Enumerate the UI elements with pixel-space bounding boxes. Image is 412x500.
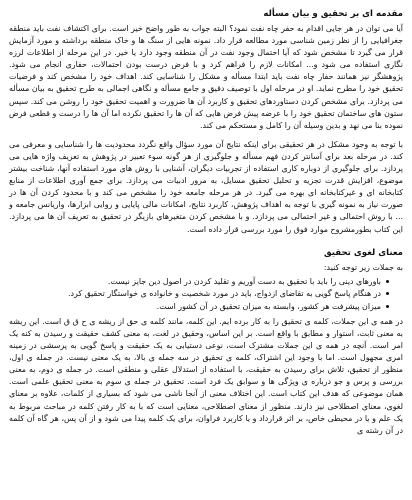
bullet-text: باورهای دینی را باید با تحقیق به دست آوریم و تقلید کردن در اصول دین جایز نیست.: [107, 276, 381, 286]
bullet-list: [9, 276, 403, 313]
bullet-intro: به جملات زیر توجه کنید:: [323, 262, 403, 272]
bullet-item: [9, 301, 389, 313]
bullet-dot-icon: [386, 280, 389, 283]
bullet-item: [9, 288, 389, 300]
bullet-text: میزان پیشرفت هر کشور، وابسته به میزان تحقیق در آن کشور است.: [156, 301, 381, 311]
section-gap: [9, 236, 403, 247]
paragraph-gap: [9, 132, 403, 139]
section-title-meaning: معنای لغوی تحقیق: [324, 247, 403, 258]
paragraph-meaning: در همه ی این جملات، کلمه ی تحقیق را به کار برده ایم. این کلمه، مانند کلمه ی حق از ریشه ی ح ق ق است. این ریشه به معنی ثابت، استوار و مطابق با واقع است. بر این اساس، وحقیق در لغت، به معنی کشف حقیقت و رسیدن به کنه یک امر است. آنچه در همه ی این جملات مشترک است، نوعی دستیابی به یک حقیقت و پاسخ گویی به پرسشی در زمینه امری مجهول است. اما با وجود این اشتراک، کلمه ی تحقیق در سه جمله ی بالا، به یک معنی نیست. در جمله ی اول، منظور از تحقیق، تلاش برای رسیدن به حقیقت، با استفاده از استدلال عقلی و منطقی است. در جمله ی دوم، به معنی بررسی و پرس و جو درباره ی ویژگی ها و سوابق یک فرد است. تحقیق در جمله ی سوم به معنی تحقیق علمی است. همان موضوعی که هدف این کتاب است. این اختلاف معنی از آنجا ناشی می شود که بسیاری از کلمات، علاوه بر معنای لغوی، معنای اصطلاحی نیز دارند. منظور از معنای اصطلاحی، معنایی است که با به کار رفتن کلمه در مباحث مربوط به یک علم و یا در محیطی خاص، بر اثر قرارداد و یا کاربرد فراوان، برای یک کلمه پیدا می شود و از آن پس، هر گاه آن کلمه در آن رشته ی: [9, 316, 403, 435]
bullet-item: [9, 276, 389, 288]
paragraph-intro-2: با توجه به وجود مشکل در هر تحقیقی برای اینکه نتایج آن مورد سؤال واقع نگردد محدودیت ها را شناسایی و معرفی می کند. در مرحله بعد برای آسانتر کردن فهم مسأله و جلوگیری از هر گونه سوء تعبیر در پژوهش به تعریف واژه هایی می پردازد. برای جلوگیری از دوباره کاری استفاده از تجربیات دیگران، آشنایی با روش های مورد استفاده آنها، شناخت بیشتر موضوع، افزایش قدرت تجزیه و تحلیل تحقیق مسایل، به مرور ادبیات می پردازد. برای جمع آوری اطلاعات از منابع کتابخانه ای و غیرکتابخانه ای بهره می گیرد. در هر مرحله جامعه خود را مشخص می کند و با محدود کردن آن ها در صورت نیاز به نمونه گیری با توجه به اهداف پژوهش، کاربرد نتایج، امکانات مالی پایایی و روایی ابزارها، واریانس جامعه و ... با روش احتمالی و غیر احتمالی می پردازد. و با مشخص کردن متغیرهای بازیگر در تحقیق به تعریف آن ها می پردازد. این کتاب بطورمشروح موارد فوق را مورد بررسی قرار داده است.: [9, 139, 403, 234]
bullet-dot-icon: [386, 305, 389, 308]
bullet-text: در هنگام پاسخ گویی به تقاضای ازدواج، باید در مورد شخصیت و خانواده ی خواستگار تحقیق کرد.: [67, 289, 381, 299]
section-title-intro: مقدمه ای بر تحقیق و بیان مسأله: [263, 9, 403, 19]
paragraph-intro-1: آیا می توان در هر جایی اقدام به حفر چاه نفت نمود؟ البته جواب به طور واضح خیر است. برای اکتشاف نفت باید منطقه جغرافیایی را از نظر زمین شناسی مورد مطالعه قرار داد. نمونه هایی از سنگ ها و خاک منطقه برداشته و مورد آزمایش قرار می گیرد تا مشخص شود که آیا احتمال وجود نفت در آن منطقه وجود دارد یا خیر. در این مرحله از اطلاعات لرزه نگاری استفاده می شود و... امکانات لازم را فراهم کرد و با فرض درست بودن احتمالات، حفاری انجام می شود. پژوهشگر نیز همانند حفار چاه نفت باید ابتدا مسأله و مشکل را شناسایی کند. اهداف خود را مشخص کند و فرضیات تحقیق خود را مطرح نماید. او در مرحله اول با توصیف دقیق و جامع مسأله و نگاهی اجمالی به طرح تحقیق به بیان مسأله می پردازد. برای مشخص کردن دستاوردهای تحقیق و کاربرد آن ها ضرورت و اهمیت تحقیق خود را روشن می کند. سپس ستون های ساختمان تحقیق خود را با عرضه پیش فرض هایی که آن ها را تحقیق نکرده اما آن ها را درست و قطعی فرض نموده بنا می نهد و بدین وسیله آن را کامل و مستحکم می کند.: [9, 24, 403, 130]
bullet-dot-icon: [386, 292, 389, 295]
